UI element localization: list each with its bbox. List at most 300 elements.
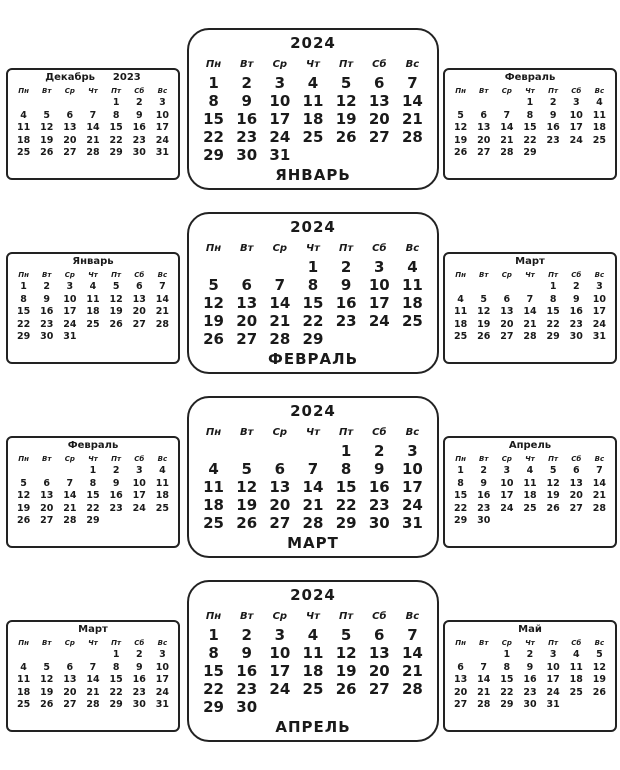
- weekday-header: Пн: [18, 639, 29, 647]
- day-grid: [449, 270, 611, 344]
- weekday-header: Ср: [501, 639, 512, 647]
- day-cell: 23: [40, 318, 54, 330]
- empty-cell: [495, 97, 518, 110]
- empty-cell: [197, 258, 230, 276]
- weekday-header: Чт: [88, 87, 98, 95]
- day-cell: 19: [335, 662, 357, 680]
- day-cell: 25: [155, 502, 170, 514]
- day-cell: 25: [302, 680, 324, 698]
- day-cell: 29: [500, 699, 514, 710]
- day-cell: 16: [546, 122, 560, 133]
- day-cell: 12: [236, 478, 258, 496]
- day-cell: 22: [86, 502, 100, 514]
- weekday-header: Вт: [42, 87, 52, 95]
- day-cell: 8: [208, 92, 219, 110]
- day-cell: 25: [86, 318, 100, 330]
- day-cell: 8: [457, 477, 464, 489]
- day-cell: 4: [89, 281, 97, 292]
- month-name: ЯНВАРЬ: [275, 166, 351, 184]
- day-cell: 1: [208, 74, 219, 92]
- day-grid: [449, 638, 611, 712]
- day-grid: [449, 86, 611, 160]
- weekday-header: Ср: [64, 271, 75, 279]
- day-cell: 5: [340, 74, 352, 92]
- day-cell: 2: [572, 281, 580, 292]
- day-cell: 26: [203, 330, 224, 348]
- day-cell: 22: [203, 128, 224, 146]
- day-cell: 28: [592, 502, 607, 514]
- day-cell: 16: [236, 662, 258, 680]
- day-cell: 1: [112, 97, 120, 108]
- weekday-header: Сб: [372, 59, 387, 70]
- weekday-header: Вт: [42, 271, 52, 279]
- day-cell: 4: [457, 293, 464, 305]
- day-cell: 6: [374, 74, 385, 92]
- day-cell: 30: [477, 515, 491, 526]
- weekday-header: Пт: [111, 639, 122, 647]
- day-cell: 28: [86, 147, 100, 158]
- day-cell: 30: [40, 331, 54, 342]
- day-cell: 21: [302, 496, 324, 514]
- weekday-header: Вт: [42, 639, 52, 647]
- day-cell: 20: [477, 134, 491, 146]
- day-cell: 12: [40, 674, 54, 685]
- day-cell: 28: [302, 514, 324, 532]
- day-cell: 17: [155, 122, 170, 133]
- day-cell: 17: [63, 306, 77, 317]
- mini-month-name: Март: [515, 256, 545, 267]
- day-cell: 26: [40, 147, 54, 158]
- day-cell: 28: [500, 147, 514, 158]
- day-cell: 7: [503, 109, 511, 121]
- weekday-header: Вс: [157, 87, 168, 95]
- day-cell: 8: [89, 477, 97, 489]
- day-cell: 26: [109, 318, 123, 330]
- empty-cell: [230, 442, 263, 460]
- day-grid: [197, 608, 429, 716]
- day-cell: 26: [477, 331, 491, 342]
- weekday-header: Сб: [571, 639, 582, 647]
- day-cell: 14: [592, 477, 607, 489]
- day-cell: 23: [132, 134, 146, 146]
- day-cell: 20: [453, 686, 468, 698]
- day-cell: 7: [480, 661, 488, 673]
- day-grid: [449, 454, 611, 528]
- day-cell: 13: [368, 92, 390, 110]
- day-cell: 8: [526, 109, 534, 121]
- weekday-header: Вс: [157, 639, 168, 647]
- day-cell: 15: [16, 306, 31, 317]
- day-cell: 24: [500, 502, 514, 514]
- day-cell: 4: [159, 465, 166, 476]
- day-cell: 26: [453, 147, 468, 158]
- mini-month-name: Апрель: [508, 440, 552, 451]
- day-cell: 15: [109, 122, 123, 133]
- weekday-header: Сб: [571, 271, 582, 279]
- day-cell: 27: [569, 502, 583, 514]
- day-cell: 24: [63, 318, 77, 330]
- day-cell: 22: [500, 686, 514, 698]
- day-cell: 11: [86, 293, 100, 305]
- weekday-header: Вт: [479, 271, 489, 279]
- day-cell: 14: [155, 293, 170, 305]
- day-cell: 4: [572, 649, 580, 660]
- day-cell: 19: [477, 318, 491, 330]
- day-cell: 16: [132, 122, 146, 133]
- weekday-header: Вт: [240, 611, 254, 622]
- next-month-card: [443, 620, 617, 732]
- day-cell: 8: [549, 293, 557, 305]
- day-cell: 3: [596, 281, 603, 292]
- day-cell: 18: [523, 490, 537, 501]
- day-cell: 25: [302, 128, 324, 146]
- day-cell: 1: [340, 442, 352, 460]
- day-cell: 16: [335, 294, 357, 312]
- day-cell: 20: [269, 496, 291, 514]
- day-cell: 16: [523, 674, 537, 685]
- day-cell: 10: [401, 460, 423, 478]
- day-cell: 23: [236, 680, 258, 698]
- weekday-header: Ср: [501, 455, 512, 463]
- day-cell: 6: [66, 661, 74, 673]
- day-cell: 27: [368, 680, 390, 698]
- day-cell: 17: [368, 294, 390, 312]
- day-cell: 20: [569, 490, 583, 501]
- mini-month-year: 2023: [112, 72, 141, 83]
- empty-cell: [296, 442, 329, 460]
- day-cell: 8: [307, 276, 319, 294]
- day-cell: 25: [523, 502, 537, 514]
- day-cell: 28: [86, 699, 100, 710]
- day-cell: 19: [40, 686, 54, 698]
- day-cell: 18: [569, 674, 583, 685]
- weekday-header: Сб: [372, 427, 387, 438]
- empty-cell: [12, 465, 35, 478]
- empty-cell: [35, 97, 58, 110]
- day-cell: 24: [546, 686, 560, 698]
- weekday-header: Пт: [111, 455, 122, 463]
- day-cell: 24: [269, 680, 291, 698]
- day-cell: 2: [135, 97, 143, 108]
- day-cell: 15: [335, 478, 357, 496]
- day-cell: 27: [40, 515, 54, 526]
- day-cell: 17: [592, 306, 607, 317]
- weekday-header: Чт: [306, 243, 320, 254]
- mini-month-name: Февраль: [504, 72, 556, 83]
- main-month-card: [187, 212, 439, 374]
- weekday-header: Сб: [571, 455, 582, 463]
- day-cell: 8: [503, 661, 511, 673]
- weekday-header: Чт: [525, 639, 535, 647]
- day-cell: 30: [236, 698, 258, 716]
- day-cell: 1: [89, 465, 97, 476]
- day-cell: 29: [523, 147, 537, 158]
- day-cell: 27: [477, 147, 491, 158]
- day-cell: 25: [16, 699, 31, 710]
- day-cell: 28: [401, 128, 423, 146]
- day-cell: 7: [307, 460, 319, 478]
- mini-month-title: [8, 72, 178, 83]
- day-cell: 13: [500, 306, 514, 317]
- day-cell: 18: [592, 122, 607, 133]
- weekday-header: Вс: [405, 427, 420, 438]
- empty-cell: [472, 281, 495, 294]
- weekday-header: Вс: [157, 271, 168, 279]
- day-cell: 9: [135, 661, 143, 673]
- empty-cell: [197, 442, 230, 460]
- day-cell: 29: [86, 515, 100, 526]
- day-cell: 28: [401, 680, 423, 698]
- day-cell: 15: [500, 674, 514, 685]
- day-cell: 15: [203, 110, 224, 128]
- day-cell: 27: [269, 514, 291, 532]
- weekday-header: Ср: [501, 87, 512, 95]
- weekday-header: Ср: [272, 427, 288, 438]
- day-cell: 21: [63, 502, 77, 514]
- day-cell: 10: [132, 477, 146, 489]
- day-cell: 24: [368, 312, 390, 330]
- day-cell: 18: [302, 110, 324, 128]
- day-cell: 14: [302, 478, 324, 496]
- weekday-header: Вс: [594, 639, 605, 647]
- day-cell: 13: [569, 477, 583, 489]
- day-cell: 5: [549, 465, 557, 476]
- day-cell: 23: [477, 502, 491, 514]
- day-cell: 10: [269, 644, 291, 662]
- day-cell: 23: [132, 686, 146, 698]
- day-cell: 3: [274, 626, 286, 644]
- weekday-header: Ср: [64, 87, 75, 95]
- mini-month-title: [445, 256, 615, 267]
- weekday-header: Пн: [455, 271, 466, 279]
- empty-cell: [449, 97, 472, 110]
- day-cell: 15: [302, 294, 324, 312]
- day-cell: 22: [523, 134, 537, 146]
- day-cell: 29: [109, 147, 123, 158]
- day-cell: 6: [135, 281, 143, 292]
- day-cell: 24: [155, 134, 170, 146]
- day-cell: 9: [340, 276, 352, 294]
- day-cell: 25: [16, 147, 31, 158]
- weekday-header: Пн: [205, 243, 222, 254]
- weekday-header: Ср: [64, 639, 75, 647]
- day-cell: 9: [241, 644, 252, 662]
- day-cell: 21: [523, 318, 537, 330]
- month-name: АПРЕЛЬ: [275, 718, 351, 736]
- mini-month-title: [445, 440, 615, 451]
- mini-month-title: [445, 72, 615, 83]
- day-cell: 5: [43, 661, 51, 673]
- day-grid: [197, 424, 429, 532]
- day-cell: 15: [86, 490, 100, 501]
- day-grid: [12, 454, 174, 528]
- day-cell: 2: [43, 281, 51, 292]
- day-cell: 12: [453, 122, 468, 133]
- day-cell: 5: [208, 276, 219, 294]
- day-cell: 22: [335, 496, 357, 514]
- day-cell: 11: [569, 661, 583, 673]
- next-month-card: [443, 252, 617, 364]
- day-cell: 5: [457, 109, 464, 121]
- day-cell: 6: [480, 109, 488, 121]
- day-cell: 11: [401, 276, 423, 294]
- weekday-header: Сб: [134, 87, 145, 95]
- weekday-header: Чт: [306, 59, 320, 70]
- weekday-header: Пт: [548, 639, 559, 647]
- weekday-header: Пн: [455, 87, 466, 95]
- weekday-header: Чт: [525, 455, 535, 463]
- weekday-header: Пн: [205, 611, 222, 622]
- empty-cell: [449, 649, 472, 662]
- day-cell: 29: [453, 515, 468, 526]
- day-cell: 3: [274, 74, 286, 92]
- day-cell: 29: [109, 699, 123, 710]
- day-cell: 21: [86, 686, 100, 698]
- day-cell: 22: [453, 502, 468, 514]
- day-cell: 28: [63, 515, 77, 526]
- day-cell: 15: [203, 662, 224, 680]
- day-cell: 17: [401, 478, 423, 496]
- day-cell: 6: [66, 109, 74, 121]
- year-label: 2024: [290, 34, 336, 52]
- next-month-card: [443, 68, 617, 180]
- weekday-header: Пт: [548, 271, 559, 279]
- day-cell: 13: [132, 293, 146, 305]
- day-cell: 19: [592, 674, 607, 685]
- day-cell: 1: [526, 97, 534, 108]
- day-cell: 14: [477, 674, 491, 685]
- day-cell: 14: [500, 122, 514, 133]
- day-cell: 14: [63, 490, 77, 501]
- day-cell: 16: [569, 306, 583, 317]
- mini-month-name: Декабрь: [45, 72, 95, 83]
- day-cell: 2: [549, 97, 557, 108]
- day-cell: 21: [86, 134, 100, 146]
- day-cell: 17: [546, 674, 560, 685]
- day-cell: 2: [480, 465, 488, 476]
- previous-month-card: [6, 68, 180, 180]
- day-cell: 11: [302, 92, 324, 110]
- day-cell: 16: [368, 478, 390, 496]
- day-cell: 25: [569, 686, 583, 698]
- day-cell: 14: [86, 122, 100, 133]
- mini-month-title: [8, 624, 178, 635]
- day-cell: 17: [500, 490, 514, 501]
- day-cell: 10: [546, 661, 560, 673]
- day-cell: 24: [132, 502, 146, 514]
- day-cell: 29: [203, 698, 224, 716]
- day-cell: 12: [592, 661, 607, 673]
- empty-cell: [58, 649, 81, 662]
- day-cell: 7: [596, 465, 603, 476]
- day-grid: [12, 638, 174, 712]
- day-cell: 5: [596, 649, 603, 660]
- day-cell: 11: [155, 477, 170, 489]
- day-cell: 31: [63, 331, 77, 342]
- mini-month-title: [8, 256, 178, 267]
- day-cell: 20: [500, 318, 514, 330]
- weekday-header: Чт: [88, 271, 98, 279]
- empty-cell: [449, 281, 472, 294]
- day-cell: 14: [401, 644, 423, 662]
- day-cell: 22: [109, 134, 123, 146]
- day-cell: 24: [592, 318, 607, 330]
- day-cell: 5: [20, 477, 27, 489]
- day-cell: 3: [572, 97, 580, 108]
- empty-cell: [81, 649, 104, 662]
- day-cell: 11: [302, 644, 324, 662]
- weekday-header: Вс: [594, 455, 605, 463]
- day-cell: 27: [132, 318, 146, 330]
- day-cell: 26: [335, 128, 357, 146]
- day-cell: 11: [523, 477, 537, 489]
- weekday-header: Пн: [455, 639, 466, 647]
- day-cell: 6: [572, 465, 580, 476]
- day-cell: 11: [592, 109, 607, 121]
- day-cell: 3: [66, 281, 74, 292]
- weekday-header: Чт: [525, 271, 535, 279]
- day-cell: 27: [453, 699, 468, 710]
- day-cell: 23: [335, 312, 357, 330]
- day-cell: 8: [112, 109, 120, 121]
- weekday-header: Сб: [134, 271, 145, 279]
- day-cell: 17: [269, 110, 291, 128]
- day-cell: 4: [307, 74, 319, 92]
- month-name: МАРТ: [287, 534, 339, 552]
- day-cell: 17: [132, 490, 146, 501]
- weekday-header: Пн: [18, 87, 29, 95]
- empty-cell: [58, 97, 81, 110]
- day-cell: 18: [203, 496, 224, 514]
- day-cell: 1: [20, 281, 27, 292]
- empty-cell: [518, 281, 541, 294]
- day-cell: 6: [503, 293, 511, 305]
- day-cell: 10: [368, 276, 390, 294]
- day-cell: 9: [526, 661, 534, 673]
- day-cell: 22: [203, 680, 224, 698]
- day-cell: 5: [340, 626, 352, 644]
- day-grid: [197, 240, 429, 348]
- day-cell: 1: [112, 649, 120, 660]
- day-cell: 13: [63, 674, 77, 685]
- day-cell: 7: [89, 661, 97, 673]
- weekday-header: Пт: [111, 271, 122, 279]
- mini-month-name: Январь: [72, 256, 114, 267]
- day-cell: 13: [269, 478, 291, 496]
- weekday-header: Вт: [240, 427, 254, 438]
- day-cell: 20: [63, 134, 77, 146]
- day-cell: 30: [236, 146, 258, 164]
- year-label: 2024: [290, 586, 336, 604]
- day-cell: 7: [66, 477, 74, 489]
- day-cell: 11: [16, 122, 31, 133]
- day-cell: 3: [549, 649, 557, 660]
- day-cell: 8: [112, 661, 120, 673]
- day-cell: 27: [236, 330, 258, 348]
- weekday-header: Сб: [372, 243, 387, 254]
- day-cell: 10: [500, 477, 514, 489]
- day-cell: 20: [236, 312, 258, 330]
- day-cell: 23: [368, 496, 390, 514]
- empty-cell: [81, 97, 104, 110]
- weekday-header: Вт: [240, 243, 254, 254]
- day-cell: 10: [592, 293, 607, 305]
- day-cell: 19: [546, 490, 560, 501]
- weekday-header: Вс: [594, 271, 605, 279]
- day-cell: 29: [302, 330, 324, 348]
- day-cell: 5: [112, 281, 120, 292]
- day-cell: 16: [109, 490, 123, 501]
